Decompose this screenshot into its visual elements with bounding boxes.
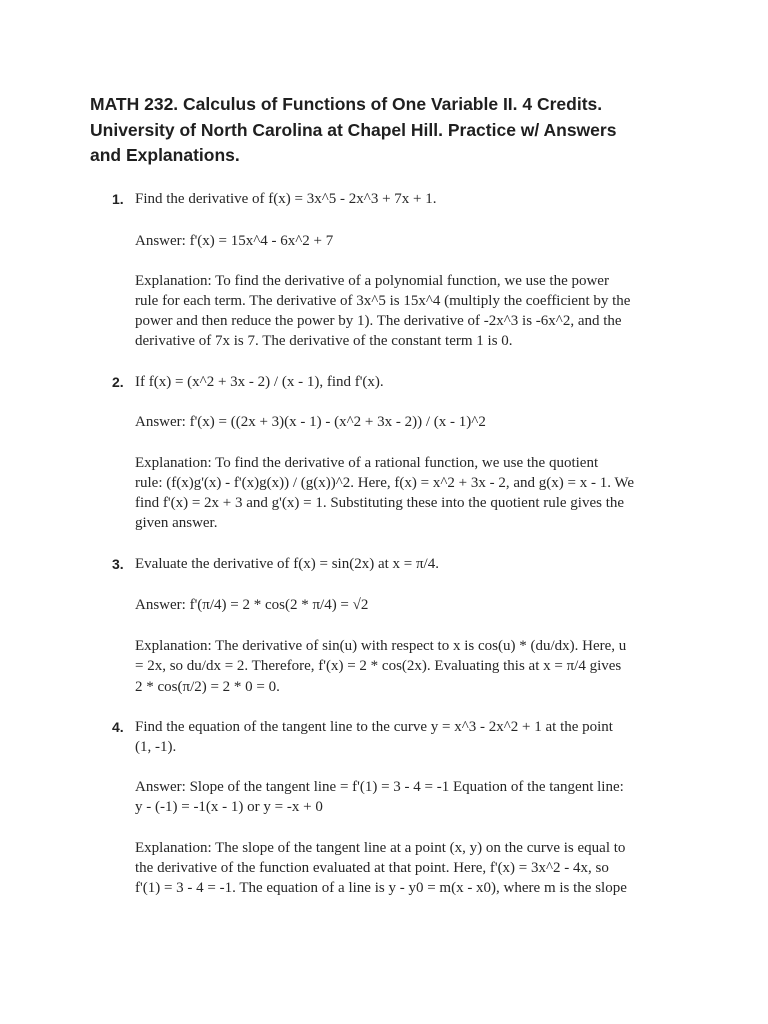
question-text: Find the equation of the tangent line to the curve y = x^3 - 2x^2 + 1 at the point	[135, 719, 613, 735]
explanation-text: Explanation: The slope of the tangent line at a point (x, y) on the curve is equal to	[135, 840, 626, 856]
explanation-text: Explanation: To find the derivative of a polynomial function, we use the power	[135, 273, 609, 289]
question-text: Evaluate the derivative of f(x) = sin(2x) at x = π/4.	[135, 556, 439, 572]
explanation-text: = 2x, so du/dx = 2. Therefore, f'(x) = 2 * cos(2x). Evaluating this at x = π/4 gives	[135, 658, 622, 674]
explanation-text: power and then reduce the power by 1). The derivative of -2x^3 is -6x^2, and the	[135, 313, 622, 329]
answer-text: Answer: f'(π/4) = 2 * cos(2 * π/4) = √2	[135, 597, 369, 613]
explanation-text: 2 * cos(π/2) = 2 * 0 = 0.	[135, 679, 280, 695]
explanation-text: rule for each term. The derivative of 3x^5 is 15x^4 (multiply the coefficient by the	[135, 293, 631, 309]
explanation-text: find f'(x) = 2x + 3 and g'(x) = 1. Substituting these into the quotient rule gives the	[135, 495, 625, 511]
question-text: Find the derivative of f(x) = 3x^5 - 2x^3 + 7x + 1.	[135, 191, 437, 207]
question-text: If f(x) = (x^2 + 3x - 2) / (x - 1), find f'(x).	[135, 374, 384, 390]
explanation-text: derivative of 7x is 7. The derivative of the constant term 1 is 0.	[135, 333, 513, 349]
explanation-text: rule: (f(x)g'(x) - f'(x)g(x)) / (g(x))^2. Here, f(x) = x^2 + 3x - 2, and g(x) = x - 1. We	[135, 475, 635, 491]
problem-number: 4.	[112, 719, 124, 735]
page-title	[90, 92, 690, 169]
explanation-text: Explanation: The derivative of sin(u) with respect to x is cos(u) * (du/dx). Here, u	[135, 638, 627, 654]
problem-number: 1.	[112, 191, 124, 207]
question-text: (1, -1).	[135, 739, 177, 755]
answer-text: y - (-1) = -1(x - 1) or y = -x + 0	[135, 799, 323, 815]
explanation-text: f'(1) = 3 - 4 = -1. The equation of a line is y - y0 = m(x - x0), where m is the slope	[135, 880, 627, 896]
title-line-2: University of North Carolina at Chapel Hill. Practice w/ Answers	[90, 119, 617, 140]
answer-text: Answer: f'(x) = ((2x + 3)(x - 1) - (x^2 + 3x - 2)) / (x - 1)^2	[135, 414, 486, 430]
title-line-1: MATH 232. Calculus of Functions of One Variable II. 4 Credits.	[90, 94, 603, 114]
answer-text: Answer: Slope of the tangent line = f'(1) = 3 - 4 = -1 Equation of the tangent line:	[135, 779, 624, 795]
problem-number: 3.	[112, 556, 124, 572]
title-line-3: and Explanations.	[90, 145, 240, 165]
explanation-text: given answer.	[135, 515, 218, 531]
explanation-text: Explanation: To find the derivative of a rational function, we use the quotient	[135, 455, 599, 471]
explanation-text: the derivative of the function evaluated at that point. Here, f'(x) = 3x^2 - 4x, so	[135, 860, 609, 876]
problem-number: 2.	[112, 374, 124, 390]
answer-text: Answer: f'(x) = 15x^4 - 6x^2 + 7	[135, 233, 334, 249]
